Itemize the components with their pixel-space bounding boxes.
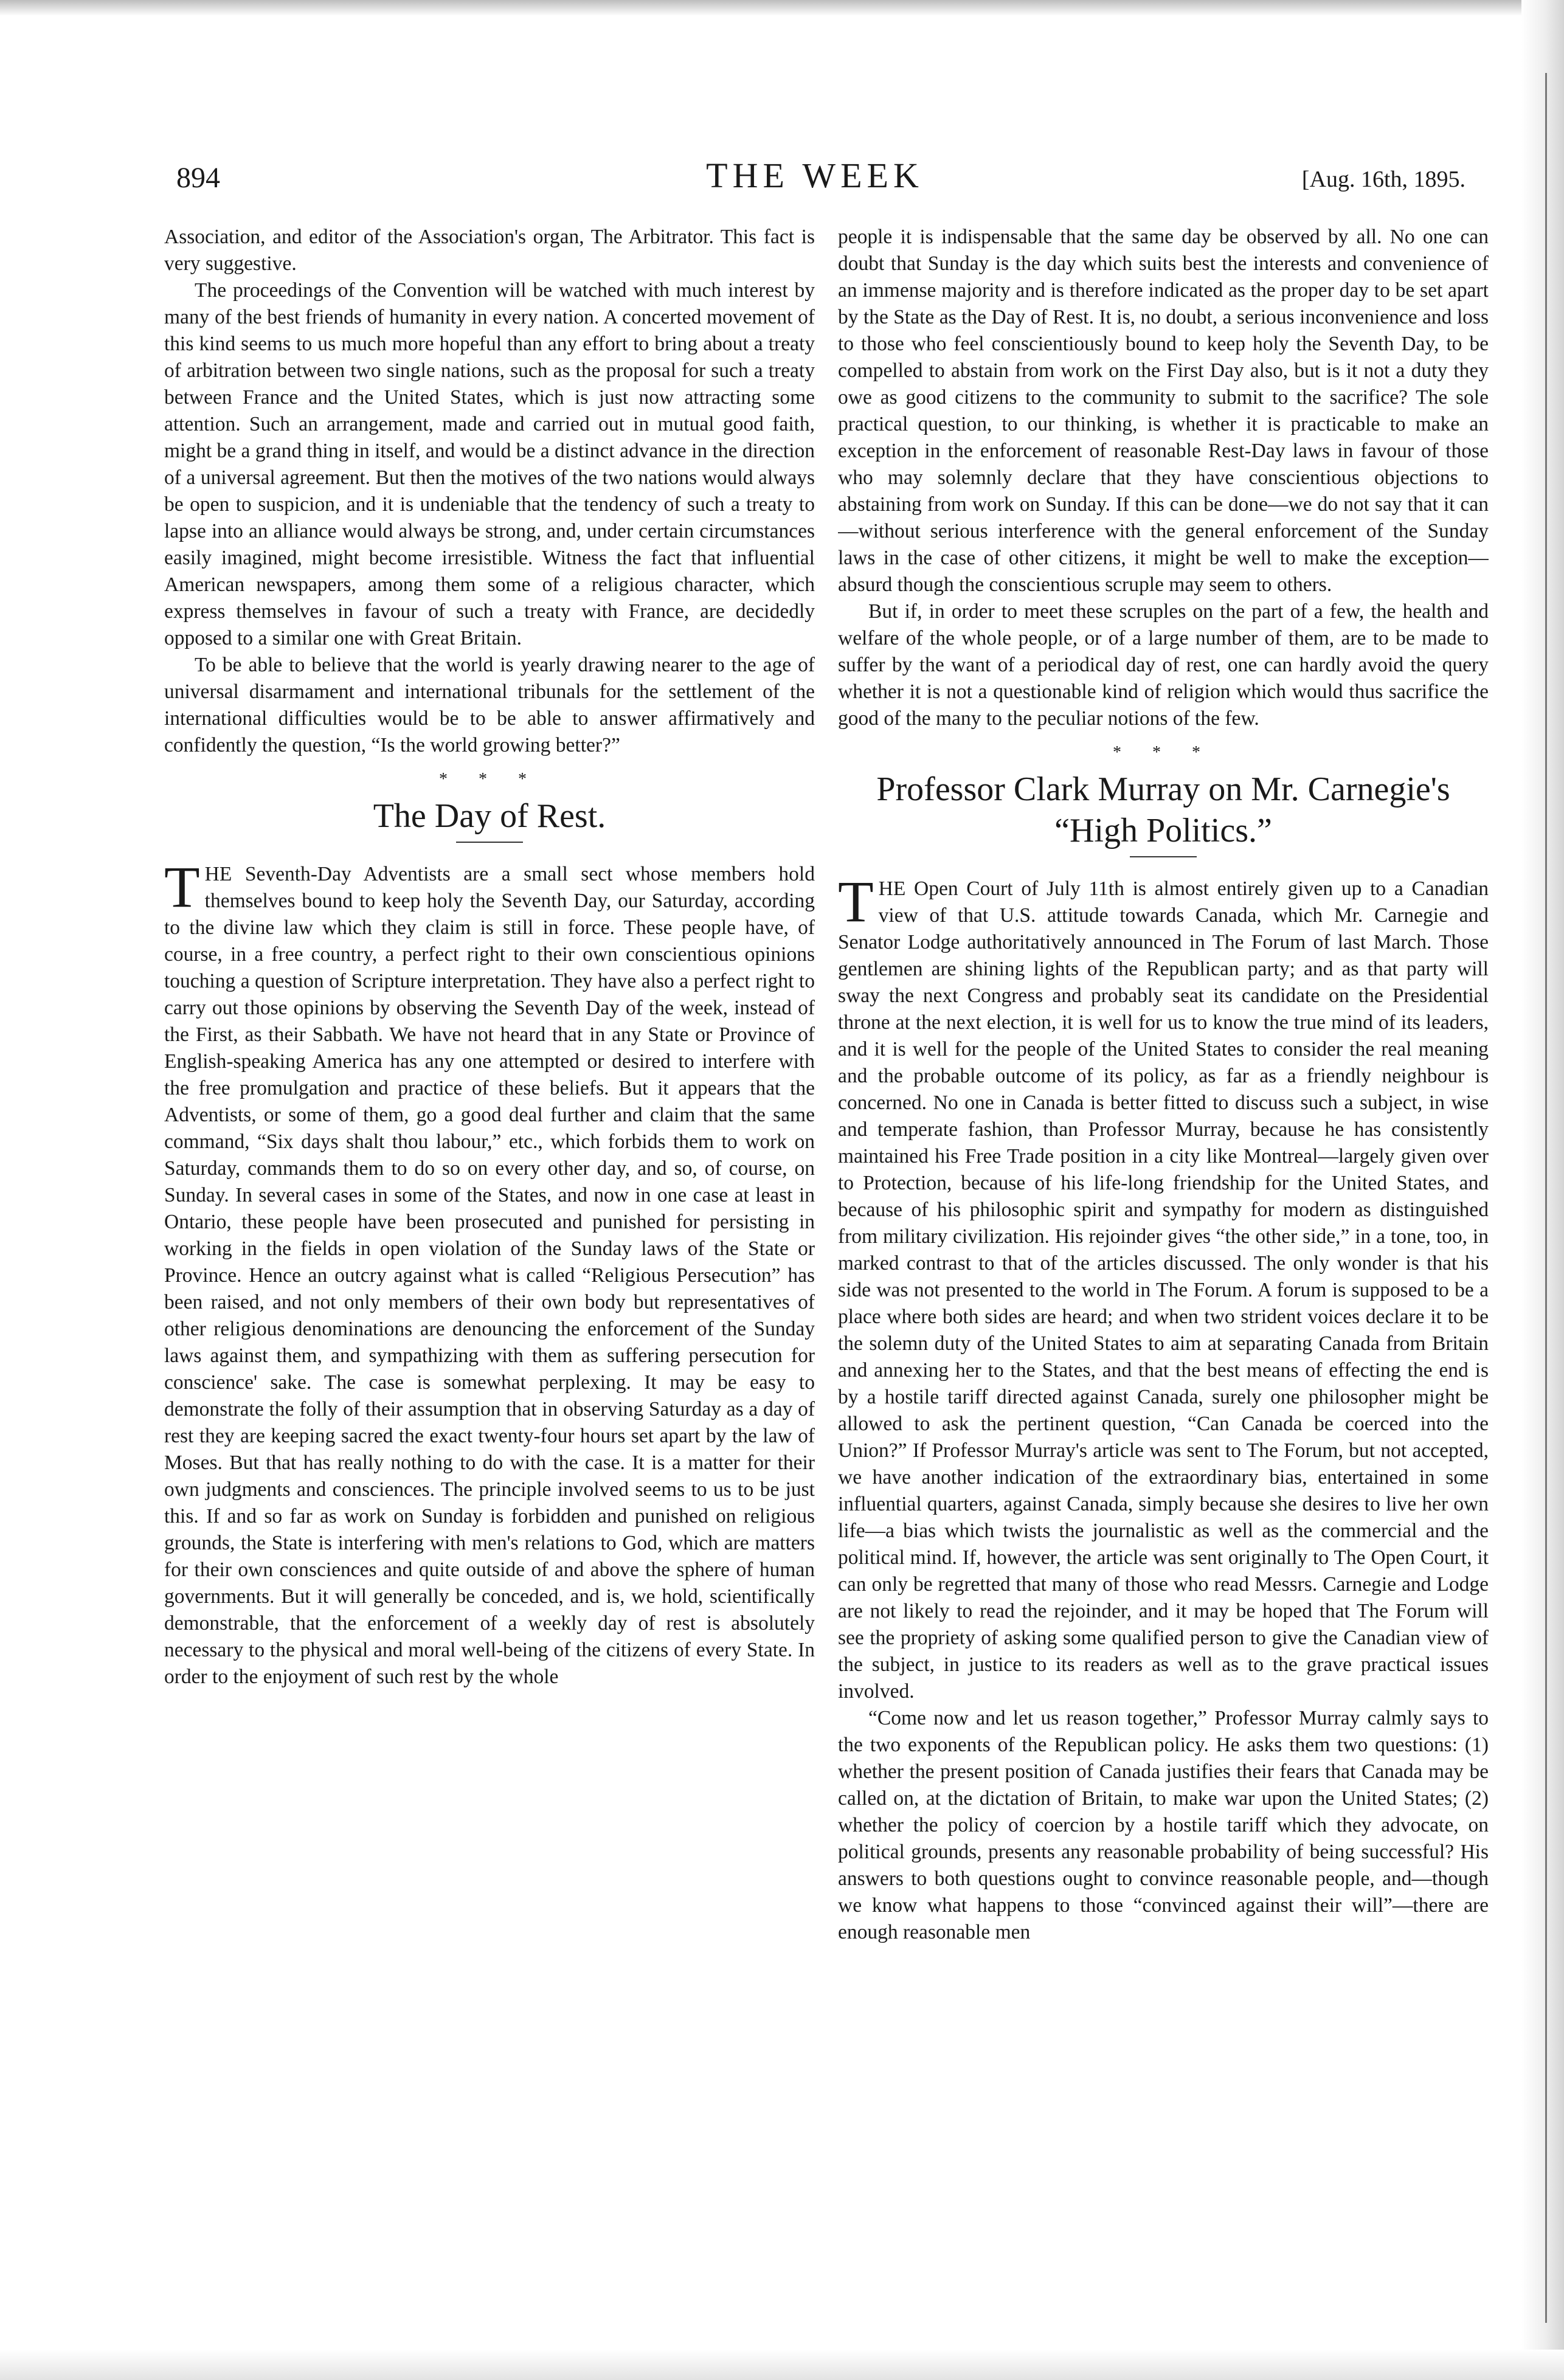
section-separator: * * * bbox=[439, 770, 540, 789]
drop-cap: T bbox=[164, 854, 200, 919]
title-rule bbox=[456, 842, 523, 843]
page-number: 894 bbox=[176, 162, 220, 194]
right-column bbox=[838, 224, 1489, 2334]
paragraph-rest-1-text: HE Seventh-Day Adventists are a small sect whose members hold themselves bound to keep holy the Seventh Day, our Saturday, according to the divine law which they claim is still in force. These people have, of course, in a free country, a perfect right to their own conscientious opinions touching a question of Scripture interpretation. They have also a perfect right to carry out those opinions by observing the Seventh Day of the week, instead of the First, as their Sabbath. We have not heard that in any State or Province of English-speaking America has any one attempted or desired to interfere with the free promulgation and practice of these beliefs. But it appears that the Adventists, or some of them, go a good deal further and claim that the same command, “Six days shalt thou labour,” etc., which forbids them to work on Saturday, commands them to do so on every other day, and so, of course, on Sunday. In several cases in some of the States, and now in one case at least in Ontario, these people have been prosecuted and punished for persisting in working in the fields in open violation of the Sunday laws of the State or Province. Hence an outcry against what is called “Religious Persecution” has been raised, and not only members of their own body but representatives of other religious denominations are denouncing the enforcement of the Sunday laws against them, and sympathizing with them as suffering persecution for conscience' sake. The case is somewhat perplexing. It may be easy to demonstrate the folly of their assumption that in observing Saturday as a day of rest they are keeping sacred the exact twenty-four hours set apart by the law of Moses. But that has really nothing to do with the case. It is a matter for their own judgments and consciences. The principle involved seems to us to be just this. If and so far as work on Sunday is forbidden and punished on religious grounds, the State is interfering with men's relations to God, which are matters for their own consciences and quite outside of and above the sphere of human governments. But it will generally be conceded, and is, we hold, scientifically demonstrable, that the enforcement of a weekly day of rest is absolutely necessary to the physical and moral well-being of the citizens of every State. In order to the enjoyment of such rest by the whole bbox=[164, 863, 815, 1688]
left-column bbox=[164, 224, 815, 2334]
scan-margin-rule bbox=[1545, 73, 1547, 2323]
scan-edge-bottom bbox=[0, 2350, 1564, 2380]
paragraph-murray-1 bbox=[838, 869, 1489, 1705]
paragraph-murray-1-text: HE Open Court of July 11th is almost entirely given up to a Canadian view of that U.S. attitude towards Canada, which Mr. Carnegie and Senator Lodge authoritatively announced in The Forum of last March. Those gentlemen are shining lights of the Republican party; and as that party will sway the next Congress and probably seat its candidate on the Presidential throne at the next election, it is well for us to know the true mind of its leaders, and it is well for the people of the United States to consider the real meaning and the probable outcome of its policy, as far as a friendly neighbour is concerned. No one in Canada is better fitted to discuss such a subject, in wise and temperate fashion, than Professor Murray, because he has consistently maintained his Free Trade position in a city like Montreal—largely given over to Protection, because of his life-long friendship for the United States, and because of his philosophic spirit and sympathy for modern as distinguished from military civilization. His rejoinder gives “the other side,” in a tone, too, in marked contrast to that of the articles discussed. The only wonder is that his side was not presented to the world in The Forum. A forum is supposed to be a place where both sides are heard; and when two strident voices declare it to be the solemn duty of the United States to aim at separating Canada from Britain and annexing her to the States, and that the best means of effecting the end is by a hostile tariff directed against Canada, surely one philosopher might be allowed to ask the pertinent question, “Can Canada be coerced into the Union?” If Professor Murray's article was sent to The Forum, but not accepted, we have another indication of the extraordinary bias, entertained in some influential quarters, against Canada, simply because she desires to live her own life—a bias which twists the journalistic as well as the commercial and the political mind. If, however, the article was sent originally to The Open Court, it can only be regretted that many of those who read Messrs. Carnegie and Lodge are not likely to read the rejoinder, and it may be hoped that The Forum will see the propriety of asking some qualified person to give the Canadian view of the subject, in justice to its readers as well as to the grave practical issues involved. bbox=[838, 877, 1489, 1703]
issue-date: [Aug. 16th, 1895. bbox=[1301, 167, 1465, 192]
scan-edge-top bbox=[0, 0, 1564, 16]
paragraph-rest-1 bbox=[164, 854, 815, 1690]
running-title: THE WEEK bbox=[706, 156, 924, 195]
title-rule bbox=[1130, 856, 1197, 857]
paragraph-arbitration-1: Association, and editor of the Association's organ, The Arbitrator. This fact is very suggestive. bbox=[164, 226, 815, 275]
article-title-murray: Professor Clark Murray on Mr. Carnegie's “High Politics.” bbox=[876, 770, 1450, 849]
paragraph-arbitration-3: To be able to believe that the world is yearly drawing nearer to the age of universal disarmament and international tribunals for the settlement of the international difficulties would be to be able to answer affirmatively and confidently the question, “Is the world growing better?” bbox=[164, 654, 815, 756]
page-header bbox=[164, 155, 1465, 210]
paragraph-arbitration-2: The proceedings of the Convention will be watched with much interest by many of the best friends of humanity in every nation. A concerted movement of this kind seems to us much more hopeful than any effort to bring about a treaty of arbitration between two single nations, such as the proposal for such a treaty between France and the United States, which is just now attracting some attention. Such an arrangement, made and carried out in mutual good faith, might be a grand thing in itself, and would be a distinct advance in the direction of a universal agreement. But then the motives of the two nations would always be open to suspicion, and it is undeniable that the tendency of such a treaty to lapse into an alliance would always be strong, and, under certain circumstances easily imagined, might become irresistible. Witness the fact that influential American newspapers, among them some of a religious character, which express themselves in favour of such a treaty with France, are decidedly opposed to a similar one with Great Britain. bbox=[164, 279, 815, 649]
paragraph-murray-2: “Come now and let us reason together,” Professor Murray calmly says to the two exponents of the Republican policy. He asks them two questions: (1) whether the present position of Canada justifies their fears that Canada may be called on, at the dictation of Britain, to make war upon the United States; (2) whether the policy of coercion by a hostile tariff which they advocate, on political grounds, presents any reasonable probability of being successful? His answers to both questions ought to convince reasonable people, and—though we know what happens to those “convinced against their will”—there are enough reasonable men bbox=[838, 1707, 1489, 1943]
paragraph-rest-3: But if, in order to meet these scruples on the part of a few, the health and welfare of the whole people, or of a large number of them, are to be made to suffer by the want of a periodical day of rest, one can hardly avoid the query whether it is not a questionable kind of religion which would thus sacrifice the good of the many to the peculiar notions of the few. bbox=[838, 600, 1489, 730]
article-title-day-of-rest: The Day of Rest. bbox=[373, 797, 606, 835]
paragraph-rest-2: people it is indispensable that the same day be observed by all. No one can doubt that Sunday is the day which suits best the interests and convenience of an immense majority and is therefore indicated as the proper day to be set apart by the State as the Day of Rest. It is, no doubt, a serious inconvenience and loss to those who feel conscientiously bound to keep holy the Seventh Day, to be compelled to abstain from work on the First Day also, but is it not a duty they owe as good citizens to the community to submit to the sacrifice? The sole practical question, to our thinking, is whether it is practicable to make an exception in the enforcement of reasonable Rest-Day laws in favour of those who may solemnly declare that they have conscientious objections to abstaining from work on Sunday. If this can be done—we do not say that it can—without serious interference with the general enforcement of the Sunday laws in the case of other citizens, it might be well to make the exception—absurd though the conscientious scruple may seem to others. bbox=[838, 226, 1489, 596]
drop-cap: T bbox=[838, 869, 874, 934]
scan-edge-right bbox=[1521, 0, 1564, 2380]
section-separator: * * * bbox=[1113, 743, 1214, 762]
